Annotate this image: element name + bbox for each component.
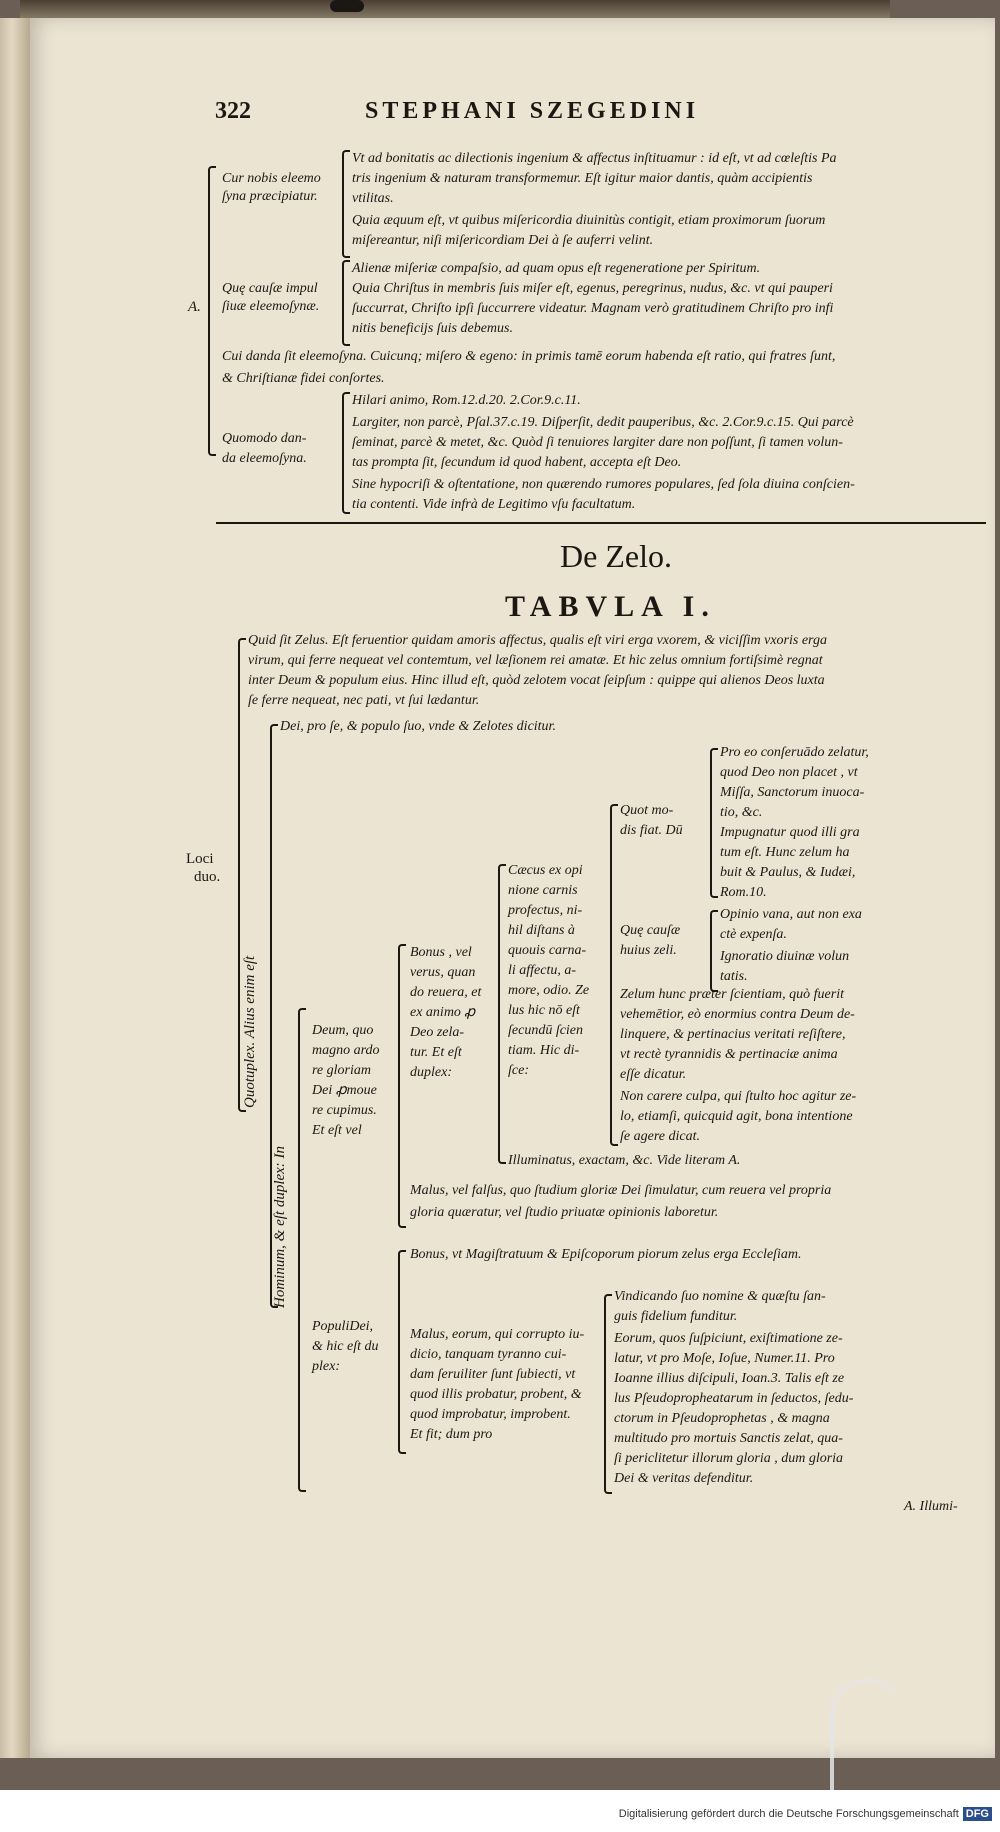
label-a: A. — [188, 299, 201, 315]
populi-malus-line: Et fit; dum pro — [410, 1427, 493, 1442]
quomodo-label-1: Quomodo dan- — [222, 431, 307, 446]
cur-label-2: ſyna præcipiatur. — [222, 189, 318, 204]
quae-line: ſuccurrat, Chriſto ipſi ſuccurrere videatur. Magnam verò gratitudinem Chriſto pro infi — [352, 301, 834, 316]
eorum-line: Eorum, quos ſuſpiciunt, exiſtimatione ze- — [614, 1331, 843, 1346]
bracket-main — [208, 166, 216, 456]
populi-label: plex: — [312, 1359, 340, 1374]
vindicando-line: guis fidelium funditur. — [614, 1309, 738, 1324]
quid-line: virum, qui ferre nequeat vel contemtum, vel læſionem rei amatæ. Et hic zelus omnium fortiſsimè regnat — [248, 653, 823, 668]
quomodo-line: Largiter, non parcè, Pſal.37.c.19. Diſperſit, dedit pauperibus, &c. 2.Cor.9.c.15. Qui parcè — [352, 415, 854, 430]
impugnatur-line: buit & Paulus, & Iudæi, — [720, 865, 856, 880]
cur-line: tris ingenium & naturam transformemur. Eſt igitur maior dantis, quàm accipientis — [352, 171, 813, 186]
quid-line: inter Deum & populum eius. Hinc illud eſt, quòd zelotem vocat ſeipſum : quippe qui alienos Deos luxta — [248, 673, 825, 688]
bracket-deum — [398, 944, 406, 1228]
zelum-line: eſſe dicatur. — [620, 1067, 687, 1082]
bonus-label: Deo zela- — [410, 1025, 465, 1040]
quot-modis: Quot mo- — [620, 803, 674, 818]
quae-line: nitis beneficijs ſuis debemus. — [352, 321, 513, 336]
populi-malus-line: dicio, tanquam tyranno cui- — [410, 1347, 567, 1362]
bracket-quot — [710, 748, 718, 898]
cur-line: Quia æquum eſt, vt quibus miſericordia diuinitùs contigit, etiam proximorum ſuorum — [352, 213, 826, 228]
page-holder-clip — [830, 1678, 904, 1792]
quomodo-line: tas prompta ſit, ſecundum id quod habent, accepta eſt Deo. — [352, 455, 682, 470]
bonus-label: duplex: — [410, 1065, 452, 1080]
caecus-label: Cæcus ex opi — [508, 863, 583, 878]
ignoratio-line: tatis. — [720, 969, 748, 984]
cui-line: & Chriſtianæ fidei conſortes. — [222, 371, 385, 386]
bonus-label: ex animo ꝓ — [410, 1005, 476, 1020]
dei-line: Dei, pro ſe, & populo ſuo, vnde & Zelotes dicitur. — [280, 719, 556, 734]
deum-label: Et eſt vel — [312, 1123, 362, 1138]
scanned-page — [30, 18, 995, 1758]
zelum-line: vehemētior, eò enormius contra Deum de- — [620, 1007, 855, 1022]
impugnatur-line: tum eſt. Hunc zelum ha — [720, 845, 850, 860]
impugnatur-line: Rom.10. — [720, 885, 767, 900]
pro-eo-line: Pro eo conſeruādo zelatur, — [720, 745, 869, 760]
quot-modis: dis fiat. Dū — [620, 823, 683, 838]
bracket-caecus — [610, 804, 618, 1146]
quae-label-1: Quę cauſæ impul — [222, 281, 318, 296]
malus-line: Malus, vel falſus, quo ſtudium gloriæ Dei ſimulatur, cum reuera vel propria — [410, 1183, 832, 1198]
populi-label: & hic eſt du — [312, 1339, 379, 1354]
non-carere-line: Non carere culpa, qui ſtulto hoc agitur ze- — [620, 1089, 857, 1104]
quid-line: Quid ſit Zelus. Eſt feruentior quidam amoris affectus, qualis eſt viri erga vxorem, & viciſſim vxoris erga — [248, 633, 827, 648]
loci-label-1: Loci — [186, 851, 214, 867]
book-page-stack — [0, 18, 30, 1758]
bracket-hominum — [298, 1008, 306, 1492]
eorum-line: ctorum in Pſeudoprophetas , & magna — [614, 1411, 830, 1426]
catchword: A. Illumi- — [904, 1499, 958, 1514]
pro-eo-line: tio, &c. — [720, 805, 763, 820]
zelum-line: linquere, & pertinacius veritati reſiſtere, — [620, 1027, 846, 1042]
cui-line: Cui danda ſit eleemoſyna. Cuicunq; miſero & egeno: in primis tamē eorum habenda eſt ratio, qui fratres ſunt, — [222, 349, 836, 364]
pro-eo-line: quod Deo non placet , vt — [720, 765, 858, 780]
quae-causae: Quę cauſæ — [620, 923, 681, 938]
zelum-line: Zelum hunc præter ſcientiam, quò fuerit — [620, 987, 844, 1002]
quae-causae: huius zeli. — [620, 943, 677, 958]
populi-malus-line: quod improbatur, improbent. — [410, 1407, 571, 1422]
cur-line: vtilitas. — [352, 191, 394, 206]
quomodo-line: tia contenti. Vide infrà de Legitimo vſu facultatum. — [352, 497, 636, 512]
dfg-logo: DFG — [963, 1807, 992, 1821]
quomodo-label-2: da eleemoſyna. — [222, 451, 307, 466]
eorum-line: latur, vt pro Moſe, Ioſue, Numer.11. Pro — [614, 1351, 835, 1366]
divider-rule — [216, 522, 986, 524]
caecus-label: ſce: — [508, 1063, 529, 1078]
bracket-quomodo — [342, 392, 350, 514]
quomodo-line: Sine hypocriſi & oſtentatione, non quærendo rumores populares, ſed ſola diuina conſcien- — [352, 477, 855, 492]
caecus-label: nione carnis — [508, 883, 578, 898]
bonus-label: Bonus , vel — [410, 945, 472, 960]
loci-label-2: duo. — [194, 869, 221, 885]
populi-malus-line: dam ſeruiliter ſunt ſubiecti, vt — [410, 1367, 576, 1382]
opinio-line: ctè expenſa. — [720, 927, 787, 942]
populi-label: PopuliDei, — [312, 1319, 374, 1334]
page-number: 322 — [215, 98, 251, 124]
deum-label: re gloriam — [312, 1063, 371, 1078]
populi-malus-line: quod illis probatur, probent, & — [410, 1387, 582, 1402]
bracket-quae — [342, 260, 350, 346]
quid-line: ſe ferre nequeat, nec pati, vt ſui lædantur. — [248, 693, 480, 708]
populi-bonus: Bonus, vt Magiſtratuum & Epiſcoporum piorum zelus erga Eccleſiam. — [410, 1247, 802, 1262]
deum-label: magno ardo — [312, 1043, 380, 1058]
vindicando-line: Vindicando ſuo nomine & quæſtu ſan- — [614, 1289, 826, 1304]
cur-label-1: Cur nobis eleemo — [222, 171, 321, 186]
quomodo-line: Hilari animo, Rom.12.d.20. 2.Cor.9.c.11. — [352, 393, 581, 408]
eorum-line: Dei & veritas defenditur. — [614, 1471, 754, 1486]
deum-label: re cupimus. — [312, 1103, 377, 1118]
quotuplex-vertical: Quotuplex. Alius enim eſt — [242, 955, 258, 1108]
funding-note — [619, 1808, 992, 1820]
eorum-line: multitudo pro mortuis Sanctis zelat, qua- — [614, 1431, 843, 1446]
opinio-line: Opinio vana, aut non exa — [720, 907, 862, 922]
bonus-label: do reuera, et — [410, 985, 482, 1000]
illuminatus-line: Illuminatus, exactam, &c. Vide literam A. — [508, 1153, 741, 1168]
bracket-malus-populi — [604, 1294, 612, 1494]
impugnatur-line: Impugnatur quod illi gra — [720, 825, 860, 840]
funding-text: Digitalisierung gefördert durch die Deutsche Forschungsgemeinschaft — [618, 1808, 959, 1820]
bracket-populi — [398, 1250, 406, 1454]
hominum-vertical: Hominum, & eſt duplex: In — [272, 1145, 288, 1308]
deum-label: Deum, quo — [312, 1023, 374, 1038]
non-carere-line: lo, etiamſi, quicquid agit, bona intentione — [620, 1109, 853, 1124]
eorum-line: Ioanne illius diſcipuli, Ioan.3. Talis eſt ze — [614, 1371, 845, 1386]
caecus-label: ſecundū ſcien — [508, 1023, 584, 1038]
quomodo-line: ſeminat, parcè & metet, &c. Quòd ſi tenuiores largiter dare non poſſunt, ſi tamen volun- — [352, 435, 843, 450]
cur-line: Vt ad bonitatis ac dilectionis ingenium & affectus inſtituamur : id eſt, vt ad cœleſtis Pa — [352, 151, 837, 166]
pro-eo-line: Miſſa, Sanctorum inuoca- — [720, 785, 865, 800]
book-top-edge — [20, 0, 890, 20]
bonus-label: verus, quan — [410, 965, 476, 980]
bonus-label: tur. Et eſt — [410, 1045, 462, 1060]
zelum-line: vt rectè tyrannidis & pertinaciæ anima — [620, 1047, 838, 1062]
populi-malus-line: Malus, eorum, qui corrupto iu- — [410, 1327, 585, 1342]
malus-line: gloria quæratur, vel ſtudio priuatæ opinionis laboretur. — [410, 1205, 719, 1220]
caecus-label: tiam. Hic di- — [508, 1043, 580, 1058]
page-tab-marker — [330, 0, 364, 12]
caecus-label: quouis carna- — [508, 943, 587, 958]
tabula-heading: TABVLA I. — [505, 590, 716, 623]
quae-line: Alienæ miſeriæ compaſsio, ad quam opus eſt regeneratione per Spiritum. — [352, 261, 761, 276]
ignoratio-line: Ignoratio diuinæ volun — [720, 949, 850, 964]
eorum-line: lus Pſeudopropheatarum in ſeductos, ſedu- — [614, 1391, 854, 1406]
running-head: STEPHANI SZEGEDINI — [365, 98, 700, 124]
bracket-bonus — [498, 864, 506, 1164]
eorum-line: ſi periclitetur illorum gloria , dum gloria — [614, 1451, 844, 1466]
quae-label-2: ſiuæ eleemoſynæ. — [222, 299, 320, 314]
cur-line: miſereantur, niſi miſericordiam Dei à ſe auferri velint. — [352, 233, 654, 248]
quae-line: Quia Chriſtus in membris ſuis miſer eſt, egenus, peregrinus, nudus, &c. vt qui pauperi — [352, 281, 833, 296]
non-carere-line: ſe agere dicat. — [620, 1129, 700, 1144]
caecus-label: profectus, ni- — [508, 903, 583, 918]
deum-label: Dei ꝓmoue — [312, 1083, 377, 1098]
bracket-causae — [710, 910, 718, 992]
section-title: De Zelo. — [560, 538, 672, 574]
caecus-label: hil diſtans à — [508, 923, 575, 938]
caecus-label: more, odio. Ze — [508, 983, 590, 998]
bracket-cur — [342, 150, 350, 258]
caecus-label: li affectu, a- — [508, 963, 577, 978]
viewer-footer — [0, 1790, 1000, 1832]
caecus-label: lus hic nō eſt — [508, 1003, 580, 1018]
